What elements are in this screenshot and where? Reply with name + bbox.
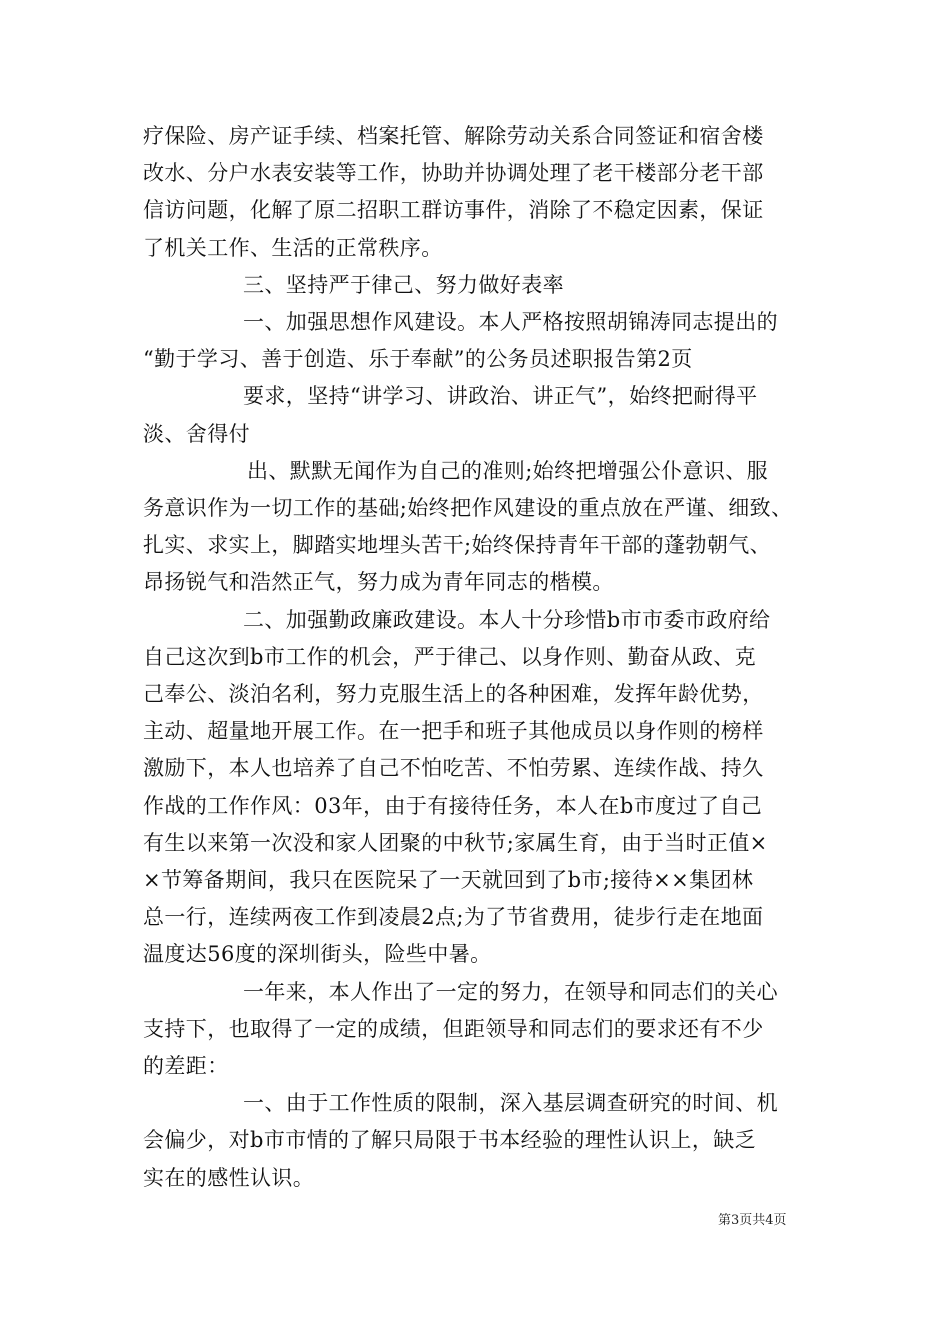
text-line: 支持下，也取得了一定的成绩，但距领导和同志们的要求还有不少 (143, 1016, 764, 1041)
document-body (143, 118, 833, 1197)
text-line: 的差距： (143, 1054, 229, 1079)
text-line: 信访问题，化解了原二招职工群访事件，消除了不稳定因素，保证 (143, 198, 764, 223)
text-line: 温度达56度的深圳街头，险些中暑。 (143, 942, 492, 967)
paragraph-integrity (143, 602, 833, 974)
text-line: 疗保险、房产证手续、档案托管、解除劳动关系合同签证和宿舍楼 (143, 124, 764, 148)
text-line: 实在的感性认识。 (143, 1165, 315, 1190)
text-line: 己奉公、淡泊名利，努力克服生活上的各种困难，发挥年龄优势， (143, 682, 764, 707)
text-line: 务意识作为一切工作的基础;始终把作风建设的重点放在严谨、细致、 (143, 496, 793, 521)
text-line: ×节筹备期间，我只在医院呆了一天就回到了b市;接待××集团林 (143, 868, 754, 893)
text-line: 作战的工作作风：03年，由于有接待任务，本人在b市度过了自己 (143, 793, 763, 818)
text-line: 有生以来第一次没和家人团聚的中秋节;家属生育，由于当时正值× (143, 830, 768, 855)
section-heading-text: 三、坚持严于律己、努力做好表率 (243, 272, 564, 297)
text-line: 总一行，连续两夜工作到凌晨2点;为了节省费用，徒步行走在地面 (143, 905, 764, 930)
text-line: 主动、超量地开展工作。在一把手和班子其他成员以身作则的榜样 (143, 719, 764, 744)
text-line: 激励下，本人也培养了自己不怕吃苦、不怕劳累、连续作战、持久 (143, 756, 764, 781)
paragraph-ideology (143, 304, 833, 602)
text-line: “勤于学习、善于创造、乐于奉献”的公务员述职报告第2页 (143, 347, 693, 372)
text-line: 一、加强思想作风建设。本人严格按照胡锦涛同志提出的 (243, 310, 778, 335)
section-heading (143, 267, 833, 304)
text-line: 了机关工作、生活的正常秩序。 (143, 235, 443, 260)
text-line: 一年来，本人作出了一定的努力，在领导和同志们的关心 (243, 979, 778, 1004)
text-line: 改水、分户水表安装等工作，协助并协调处理了老干楼部分老干部 (143, 161, 764, 186)
text-line: 昂扬锐气和浩然正气，努力成为青年同志的楷模。 (143, 570, 614, 595)
text-line: 出、默默无闻作为自己的准则;始终把增强公仆意识、服 (247, 458, 769, 483)
text-line: 要求，坚持“讲学习、讲政治、讲正气”，始终把耐得平 (243, 384, 758, 409)
paragraph-summary (143, 974, 833, 1086)
page-number: 第3页共4页 (718, 1213, 787, 1228)
text-line: 淡、舍得付 (143, 421, 250, 446)
text-line: 二、加强勤政廉政建设。本人十分珍惜b市市委市政府给 (243, 607, 771, 632)
paragraph-shortcoming-1 (143, 1085, 833, 1197)
text-line: 会偏少，对b市市情的了解只局限于书本经验的理性认识上，缺乏 (143, 1128, 757, 1153)
text-line: 扎实、求实上，脚踏实地埋头苦干;始终保持青年干部的蓬勃朝气、 (143, 533, 772, 558)
text-line: 一、由于工作性质的限制，深入基层调查研究的时间、机 (243, 1091, 778, 1116)
paragraph-continued (143, 118, 833, 267)
text-line: 自己这次到b市工作的机会，严于律己、以身作则、勤奋从政、克 (143, 644, 757, 669)
